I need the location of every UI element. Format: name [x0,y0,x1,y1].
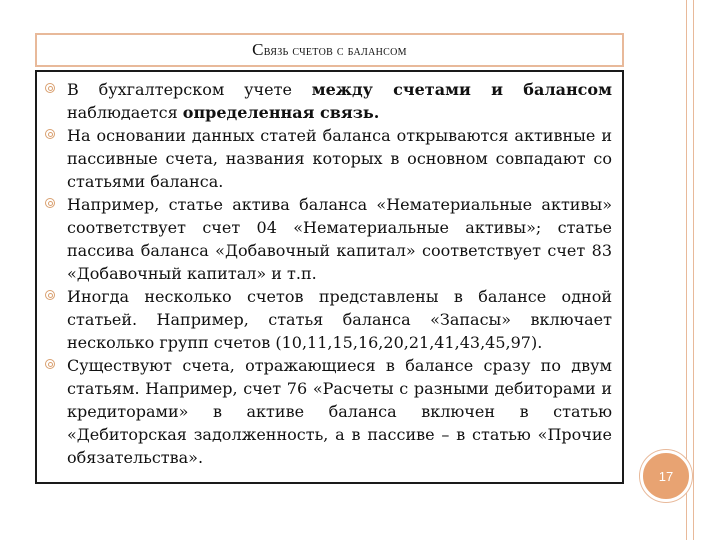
slide-title-text: вязь счетов с балансом [263,44,407,59]
bullet-text: На основании данных статей баланса открываются активные и пассивные счета, названия которых в основном совпадают со статьями баланса. [67,126,612,191]
bullet-item [67,354,612,469]
bullet-text: наблюдается [67,103,183,122]
bullet-marker-icon [45,290,55,300]
slide-title-initial: С [252,40,264,59]
bullet-marker-icon [45,198,55,208]
bullet-text: В бухгалтерском учете [67,80,312,99]
bullet-text: Например, статье актива баланса «Нематериальные активы» соответствует счет 04 «Нематериальные активы»; статье пассива баланса «Добавочный капитал» соответствует счет 83 «Добавочный капитал» и т.п. [67,195,612,283]
bullet-marker-icon [45,83,55,93]
bullet-item [67,78,612,124]
content-box [35,70,624,484]
bullet-text-bold: определенная связь. [182,103,380,122]
page-number: 17 [658,468,674,484]
bullet-item [67,124,612,193]
bullet-marker-icon [45,359,55,369]
bullet-text: Иногда несколько счетов представлены в балансе одной статьей. Например, статья баланса «Запасы» включает несколько групп счетов (10,11,15,16,20,21,41,43,45,97). [67,287,612,352]
slide-title [35,33,624,67]
page-number-badge [640,450,692,502]
bullet-text: Существуют счета, отражающиеся в балансе сразу по двум статьям. Например, счет 76 «Расчеты с разными дебиторами и кредиторами» в активе баланса включен в статью «Дебиторская задолженность, а в пассиве – в статью «Прочие обязательства». [67,356,612,467]
bullet-list [67,78,612,469]
bullet-item [67,193,612,285]
decorative-vertical-line [693,0,694,540]
bullet-text-bold: между счетами и балансом [311,80,612,99]
bullet-marker-icon [45,129,55,139]
bullet-item [67,285,612,354]
